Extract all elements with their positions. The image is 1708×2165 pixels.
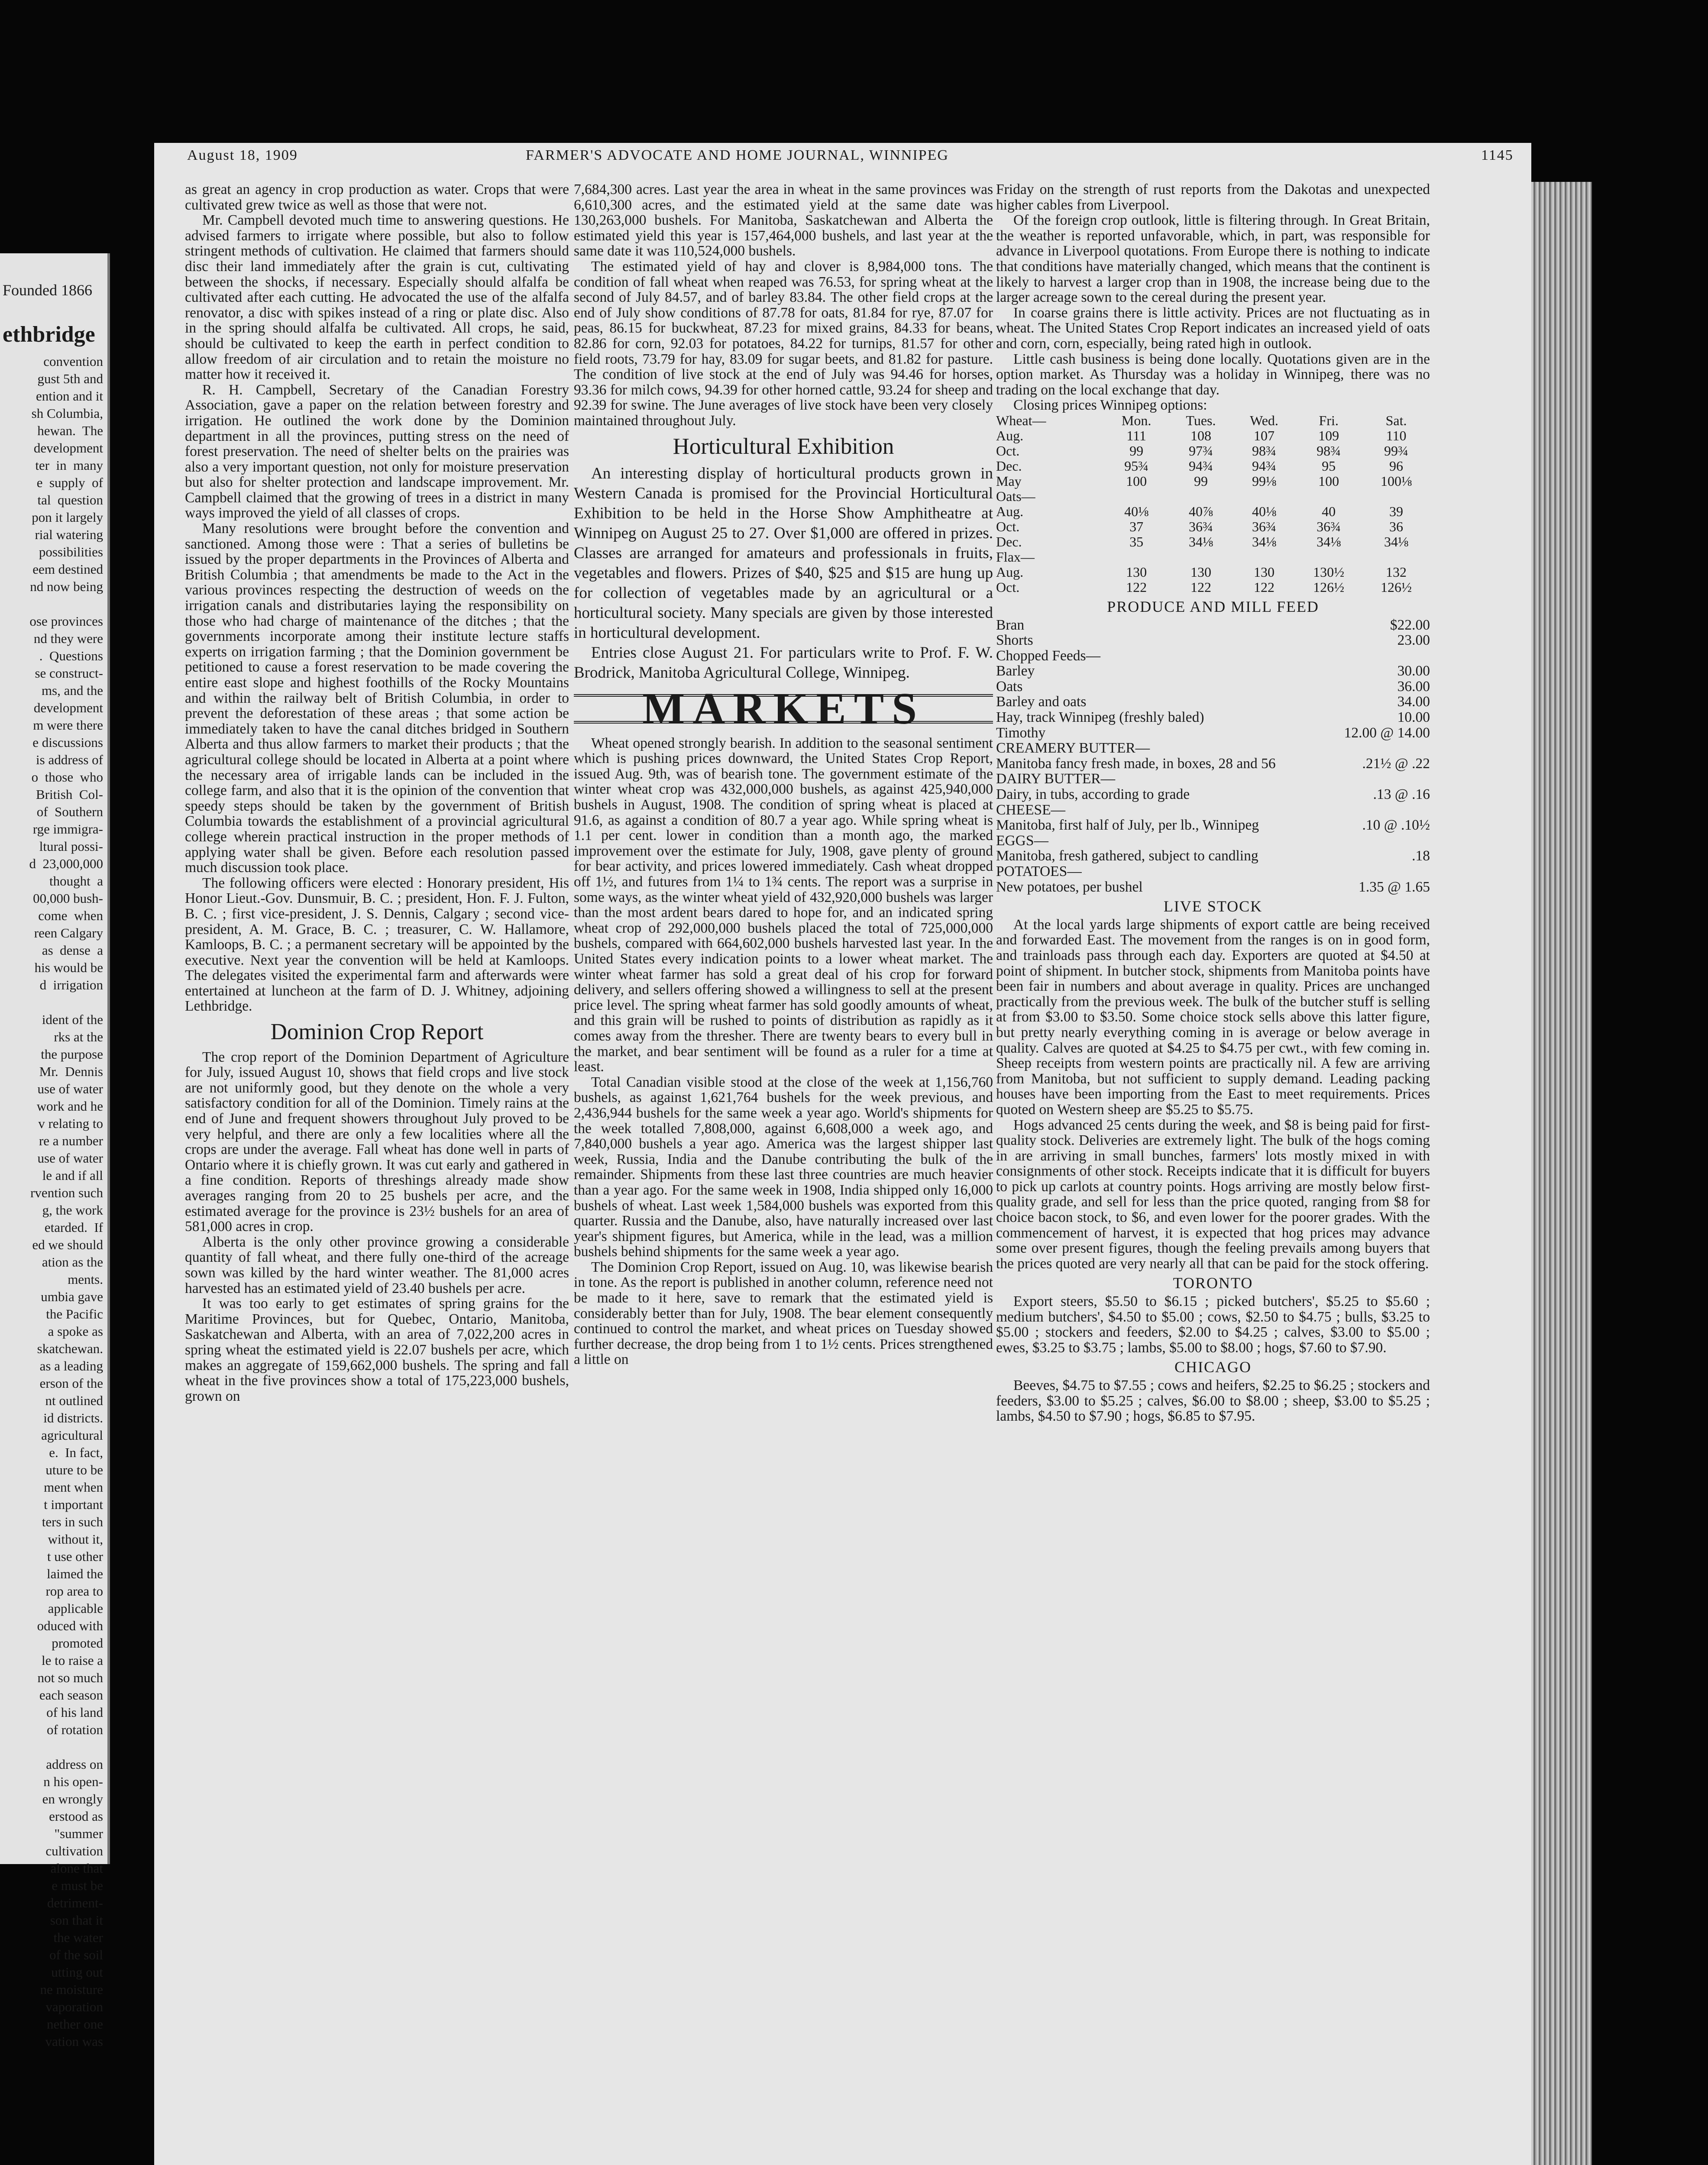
column-2 bbox=[574, 182, 993, 2165]
produce-price-list bbox=[996, 617, 1430, 895]
paragraph: Many resolutions were brought before the convention and sanctioned. Among those were : That a series of bulletins be issued by the proper departments in the Provinces of Alberta and British Columbia ; that amendments be made to the Act in the various provinces respecting the destruction of weeds on the irrigation canals and distributaries laying the responsibility on those who had charge of maintenance of the ditches ; that the governments incorporate among their institute lecture staffs experts on irrigation farming ; that the Dominion government be petitioned to cause a forest reservation to be made covering the entire east slope and highest foothills of the Rocky Mountains and within the railway belt of British Columbia, in order to prevent the deforestation of these areas ; that some action be immediately taken to have the canal ditches bridged in Southern Alberta and thus allow farmers to market their products ; that the agricultural college should be located in Alberta at a point where the necessary area of irrigable lands can be included in the college farm, and also that it is the opinion of the convention that speedy steps should be taken by the government of British Columbia towards the establishment of a provincial agricultural college wherein practical instruction in the proper methods of applying water shall be given. Before each resolution passed much discussion took place. bbox=[185, 520, 569, 876]
facing-page-line: en wrongly bbox=[42, 1791, 103, 1806]
options-cell: 109 bbox=[1318, 427, 1339, 443]
facing-page-line: ne moisture bbox=[40, 1982, 103, 1997]
facing-page-line: his would be bbox=[34, 960, 103, 975]
price-row bbox=[996, 617, 1430, 633]
facing-page-line: not so much bbox=[37, 1670, 103, 1685]
facing-page-line: erstood as bbox=[49, 1809, 103, 1824]
facing-page-line: of his land bbox=[46, 1705, 103, 1720]
facing-page-line: detriment- bbox=[47, 1895, 103, 1910]
options-header-cell: Wed. bbox=[1250, 412, 1278, 428]
paragraph: as great an agency in crop production as water. Crops that were cultivated grew twice as well as those that were not. bbox=[185, 181, 569, 213]
facing-page-line: development bbox=[33, 440, 103, 456]
price-row bbox=[996, 848, 1430, 864]
options-row bbox=[996, 534, 1430, 549]
paragraph: In coarse grains there is little activity. Prices are not fluctuating as in wheat. The United States Crop Report indicates an increased yield of oats and corn, corn, especially, being rated high in outlook. bbox=[996, 304, 1430, 352]
options-cell: 108 bbox=[1190, 427, 1211, 443]
page-number: 1145 bbox=[1481, 147, 1514, 163]
options-cell: 39 bbox=[1389, 503, 1404, 519]
facing-page-line: laimed the bbox=[47, 1566, 103, 1581]
paragraph: Beeves, $4.75 to $7.55 ; cows and heifers, $2.25 to $6.25 ; stockers and feeders, $3.00 to $5.25 ; calves, $6.00 to $8.00 ; sheep, $3.00 to $5.25 ; lambs, $4.50 to $7.90 ; hogs, $6.85 to $7.95. bbox=[996, 1377, 1430, 1425]
paragraph: The following officers were elected : Honorary president, His Honor Lieut.-Gov. Dunsmuir, B. C. ; president, Hon. F. J. Fulton, B. C. ; first vice-president, J. S. Dennis, Calgary ; second vice-president, A. M. Grace, B. C. ; treasurer, C. W. Hallamore, Kamloops, B. C. ; a permanent secretary will be appointed by the executive. Next year the convention will be held at Kamloops. The delegates visited the experimental farm and afterwards were entertained at luncheon at the farm of D. J. Whitney, adjoining Lethbridge. bbox=[185, 875, 569, 1015]
facing-page-line: ters in such bbox=[42, 1514, 103, 1529]
price-value: .10 @ .10½ bbox=[1362, 817, 1430, 834]
options-cell: 97¾ bbox=[1188, 443, 1213, 459]
facing-page-line: applicable bbox=[48, 1601, 103, 1616]
running-date: August 18, 1909 bbox=[187, 147, 298, 163]
facing-page-line: of Southern bbox=[36, 804, 103, 819]
facing-page-line: nether one bbox=[47, 2016, 103, 2032]
price-item: Oats bbox=[996, 678, 1023, 695]
facing-page-line: ms, and the bbox=[41, 683, 103, 698]
facing-page-line: t use other bbox=[47, 1549, 103, 1564]
facing-page-line: o those who bbox=[31, 769, 103, 785]
facing-page-header: Founded 1866 bbox=[3, 281, 92, 299]
facing-page-line: e discussions bbox=[32, 735, 103, 750]
price-value: .21½ @ .22 bbox=[1362, 755, 1430, 772]
options-cell: 96 bbox=[1389, 458, 1404, 474]
options-cell: 95¾ bbox=[1124, 458, 1149, 474]
options-cell bbox=[1168, 549, 1233, 565]
options-cell: Oct. bbox=[996, 518, 1020, 534]
paragraph: Wheat opened strongly bearish. In addition to the seasonal sentiment which is pushing prices downward, the United States Crop Report, issued Aug. 9th, was of bearish tone. The government estimate of the winter wheat crop was 432,000,000 bushels, as against 425,940,000 bushels in August, 1908. The condition of spring wheat is placed at 91.6, as against a condition of 80.7 a year ago. While spring wheat is 1.1 per cent. lower in condition than a month ago, the marked improvement over the estimate for July, 1908, gave plenty of ground for bear activity, and prices lowered immediately. Cash wheat dropped off 1½, and futures from 1¼ to 1¾ cents. The report was a surprise in some ways, as the winter wheat yield of 432,920,000 bushels was larger than the most ardent bears dared to hope for, and an indicated spring wheat crop of 292,000,000 bushels placed the total of 725,000,000 bushels, compared with 664,602,000 bushels harvested last year. In the United States every indication points to a lower wheat market. The winter wheat farmer has sold a great deal of his crop for forward delivery, and sellers offering showed a willingness to sell at the present price level. The spring wheat farmer has sold goodly amounts of wheat, and this grain will be rushed to points of distribution as rapidly as it comes away from the thresher. There are twenty bears to every bull in the market, and bear sentiment will be found as a ruler for a time at least. bbox=[574, 735, 993, 1075]
facing-page-line: v relating to bbox=[38, 1116, 103, 1131]
options-cell: 130½ bbox=[1313, 564, 1345, 580]
options-cell: 130 bbox=[1253, 564, 1275, 580]
price-value: $22.00 bbox=[1390, 617, 1430, 633]
options-cell: 107 bbox=[1253, 427, 1275, 443]
options-cell bbox=[1233, 489, 1295, 504]
options-cell: Oats— bbox=[996, 488, 1035, 504]
options-cell: 130 bbox=[1126, 564, 1147, 580]
facing-page-line: British Col- bbox=[36, 787, 103, 802]
paragraph: An interesting display of horticultural products grown in Western Canada is promised for the Provincial Horticultural Exhibition to be held in the Horse Show Amphitheatre at Winnipeg on August 25 to 27. Over $1,000 are offered in prizes. Classes are arranged for amateurs and professionals in fruits, vegetables and flowers. Prizes of $40, $25 and $15 are hung up for collection of vegetables made by an agricultural or a horticultural society. Many specials are given by those interested in horticultural development. bbox=[574, 465, 993, 642]
section-heading: CHICAGO bbox=[1174, 1358, 1252, 1376]
facing-page-line: development bbox=[33, 700, 103, 715]
facing-page-line: se construct- bbox=[35, 666, 103, 681]
options-cell: 98¾ bbox=[1252, 443, 1276, 459]
options-row bbox=[996, 504, 1430, 519]
facing-page-line: skatchewan. bbox=[37, 1341, 103, 1356]
options-cell: 99⅛ bbox=[1252, 473, 1276, 489]
price-item: CREAMERY BUTTER— bbox=[996, 740, 1150, 756]
facing-page-line: re a number bbox=[39, 1133, 103, 1148]
facing-page-line: use of water bbox=[37, 1150, 103, 1166]
price-row bbox=[996, 833, 1430, 849]
price-row bbox=[996, 818, 1430, 833]
options-row bbox=[996, 580, 1430, 595]
book-page-edges bbox=[1531, 182, 1592, 2165]
options-cell: Aug. bbox=[996, 427, 1024, 443]
facing-page-line: umbia gave bbox=[41, 1289, 103, 1304]
price-item: Shorts bbox=[996, 632, 1033, 649]
options-price-table bbox=[996, 413, 1430, 595]
facing-page-line: nd they were bbox=[33, 631, 103, 646]
facing-page-line: erson of the bbox=[39, 1376, 103, 1391]
options-cell bbox=[1295, 549, 1362, 565]
price-row bbox=[996, 648, 1430, 664]
price-value: 12.00 @ 14.00 bbox=[1344, 724, 1430, 741]
closing-prices-label: Closing prices Winnipeg options: bbox=[1013, 397, 1207, 414]
options-cell: 36¾ bbox=[1188, 518, 1213, 534]
facing-page-line: d 23,000,000 bbox=[29, 856, 103, 871]
facing-page-line: e. In fact, bbox=[49, 1445, 103, 1460]
facing-page-line: vation was bbox=[45, 2034, 103, 2049]
facing-page-line: pon it largely bbox=[32, 510, 103, 525]
facing-page-line: of rotation bbox=[47, 1722, 103, 1737]
price-item: Manitoba, fresh gathered, subject to candling bbox=[996, 848, 1258, 864]
paragraph: The estimated yield of hay and clover is 8,984,000 tons. The condition of fall wheat when reaped was 76.53, for spring wheat at the second of July 84.57, and of barley 83.84. The other field crops at the end of July show conditions of 87.78 for oats, 81.84 for rye, 87.07 for peas, 86.15 for buckwheat, 87.23 for mixed grains, 84.33 for beans, 82.86 for corn, 92.03 for potatoes, 84.22 for turnips, 81.57 for other field roots, 73.79 for hay, 83.09 for sugar beets, and 81.82 for pasture. The condition of live stock at the end of July was 94.46 for horses, 93.36 for milch cows, 94.39 for other horned cattle, 93.24 for sheep and 92.39 for swine. The June averages of live stock have been very closely maintained throughout July. bbox=[574, 258, 993, 429]
options-cell: 40⅛ bbox=[1252, 503, 1276, 519]
options-cell: 100 bbox=[1318, 473, 1339, 489]
facing-page-line: t important bbox=[44, 1497, 103, 1512]
options-cell: Oct. bbox=[996, 443, 1020, 459]
facing-page-line: rge immigra- bbox=[32, 821, 103, 837]
price-value: 34.00 bbox=[1397, 694, 1430, 710]
price-value: 30.00 bbox=[1397, 663, 1430, 679]
options-row bbox=[996, 459, 1430, 474]
facing-page-line: without it, bbox=[48, 1532, 103, 1547]
options-header-cell: Tues. bbox=[1186, 412, 1216, 428]
price-item: DAIRY BUTTER— bbox=[996, 771, 1116, 787]
options-cell: 122 bbox=[1126, 579, 1147, 595]
paragraph: Export steers, $5.50 to $6.15 ; picked butchers', $5.25 to $5.60 ; medium butchers', $4.50 to $5.00 ; cows, $2.50 to $4.75 ; bulls, $3.25 to $5.00 ; stockers and feeders, $2.00 to $4.25 ; calves, $3.00 to $5.00 ; ewes, $3.25 to $3.75 ; lambs, $5.00 to $8.00 ; hogs, $7.60 to $7.90. bbox=[996, 1293, 1430, 1356]
options-header-cell: Sat. bbox=[1385, 412, 1407, 428]
price-item: New potatoes, per bushel bbox=[996, 879, 1143, 895]
facing-page-line: g, the work bbox=[42, 1202, 103, 1218]
options-cell: 37 bbox=[1129, 518, 1144, 534]
price-value: 1.35 @ 1.65 bbox=[1359, 879, 1430, 895]
price-item: Manitoba fancy fresh made, in boxes, 28 and 56 bbox=[996, 755, 1276, 772]
price-row bbox=[996, 787, 1430, 802]
facing-page-line: son that it bbox=[50, 1913, 103, 1928]
options-cell: Dec. bbox=[996, 533, 1022, 549]
options-cell: 100 bbox=[1126, 473, 1147, 489]
facing-page-line: d irrigation bbox=[39, 977, 103, 992]
facing-page-line: as dense a bbox=[42, 943, 103, 958]
section-heading: Dominion Crop Report bbox=[270, 1019, 484, 1045]
options-cell: 99¾ bbox=[1384, 443, 1409, 459]
options-row bbox=[996, 519, 1430, 534]
facing-page-line: cultivation bbox=[45, 1843, 103, 1858]
options-header-cell: Fri. bbox=[1319, 412, 1339, 428]
options-cell: 34⅛ bbox=[1252, 533, 1276, 549]
price-row bbox=[996, 740, 1430, 756]
section-heading: LIVE STOCK bbox=[1163, 898, 1263, 915]
price-value: 23.00 bbox=[1397, 632, 1430, 649]
price-item: Timothy bbox=[996, 724, 1046, 741]
facing-page-line: m were there bbox=[33, 717, 103, 733]
paragraph: The crop report of the Dominion Department of Agriculture for July, issued August 10, shows that field crops and live stock are not uniformly good, but they denote on the whole a very satisfactory condition for all of the Dominion. Timely rains at the end of June and frequent showers throughout July proved to be very helpful, and there are only a few localities where all the crops are under the average. Fall wheat has done well in parts of Ontario where it is chiefly grown. It was cut early and gathered in a fine condition. Reports of threshings already made show averages ranging from 20 to 25 bushels per acre, and the estimated average for the province is 23½ bushels for an area of 581,000 acres in crop. bbox=[185, 1049, 569, 1235]
price-row bbox=[996, 879, 1430, 895]
options-row bbox=[996, 428, 1430, 443]
facing-page-line: nd now being bbox=[30, 579, 103, 594]
price-row bbox=[996, 679, 1430, 695]
facing-page-line: 00,000 bush- bbox=[33, 891, 103, 906]
options-cell: 36¾ bbox=[1317, 518, 1341, 534]
price-value: 10.00 bbox=[1397, 709, 1430, 726]
options-cell bbox=[1295, 489, 1362, 504]
options-cell: 126½ bbox=[1313, 579, 1345, 595]
paragraph: The Dominion Crop Report, issued on Aug. 10, was likewise bearish in tone. As the report is published in another column, reference need not be made to it here, save to remark that the estimated yield is considerably better than for July, 1908. The bear element consequently continued to control the market, and wheat prices on Tuesday showed further decrease, the drop being from 1 to 1½ cents. Prices strengthened a little on bbox=[574, 1259, 993, 1368]
paragraph: Of the foreign crop outlook, little is filtering through. In Great Britain, the weather is reported unfavorable, which, in part, was responsible for advance in Liverpool quotations. From Europe there is nothing to indicate that conditions have materially changed, which means that the continent is likely to harvest a larger crop than in 1908, the increase being due to the larger acreage sown to the cereal during the present year. bbox=[996, 212, 1430, 306]
options-cell bbox=[1233, 549, 1295, 565]
options-cell bbox=[1104, 549, 1168, 565]
options-cell: 110 bbox=[1386, 427, 1407, 443]
options-cell bbox=[1362, 549, 1430, 565]
facing-page-line: tal question bbox=[37, 492, 103, 507]
price-row bbox=[996, 802, 1430, 818]
paragraph: R. H. Campbell, Secretary of the Canadian Forestry Association, gave a paper on the relation between forestry and irrigation. He outlined the work done by the Dominion department in all the provinces, putting stress on the need of forest preservation. The need of shelter belts on the prairies was also a very important question, not only for moisture preservation but also for shelter protection and landscape improvement. Mr. Campbell claimed that the growing of trees in a district in many ways improved the yield of all classes of crops. bbox=[185, 381, 569, 521]
facing-page-text-fragments bbox=[0, 353, 103, 2050]
facing-page-line bbox=[0, 994, 103, 1011]
options-cell: 40⅞ bbox=[1188, 503, 1213, 519]
facing-page-line: the water bbox=[53, 1930, 103, 1945]
price-value: 36.00 bbox=[1397, 678, 1430, 695]
facing-page-line: work and he bbox=[36, 1099, 103, 1114]
facing-page-line bbox=[0, 595, 103, 613]
facing-page-line: promoted bbox=[52, 1635, 103, 1651]
price-item: Bran bbox=[996, 617, 1025, 633]
options-cell: 111 bbox=[1126, 427, 1146, 443]
facing-page-line: convention bbox=[43, 354, 103, 369]
facing-page-line: rvention such bbox=[30, 1185, 103, 1200]
paragraph: Entries close August 21. For particulars write to Prof. F. W. Brodrick, Manitoba Agricultural College, Winnipeg. bbox=[574, 644, 993, 682]
section-heading: PRODUCE AND MILL FEED bbox=[1107, 598, 1319, 615]
price-row bbox=[996, 756, 1430, 772]
options-cell: 100⅛ bbox=[1381, 473, 1412, 489]
facing-page-line: rial watering bbox=[35, 527, 103, 542]
markets-banner: MARKETS bbox=[574, 694, 993, 724]
options-cell: Aug. bbox=[996, 564, 1024, 580]
price-item: Manitoba, first half of July, per lb., Winnipeg bbox=[996, 817, 1259, 834]
options-cell bbox=[1362, 489, 1430, 504]
options-cell: 95 bbox=[1322, 458, 1336, 474]
options-cell: 35 bbox=[1129, 533, 1144, 549]
facing-page-line: "summer bbox=[54, 1826, 103, 1841]
options-row bbox=[996, 443, 1430, 459]
options-cell: Oct. bbox=[996, 579, 1020, 595]
facing-page-line: n his open- bbox=[43, 1774, 103, 1789]
options-cell: 99 bbox=[1194, 473, 1208, 489]
options-cell: 122 bbox=[1190, 579, 1211, 595]
options-cell: 34⅛ bbox=[1188, 533, 1213, 549]
running-title: FARMER'S ADVOCATE AND HOME JOURNAL, WINNIPEG bbox=[526, 147, 949, 163]
column-3 bbox=[996, 182, 1430, 2165]
price-value: .18 bbox=[1412, 848, 1430, 864]
facing-page-line: thought a bbox=[49, 873, 103, 889]
paragraph: 7,684,300 acres. Last year the area in wheat in the same provinces was 6,610,300 acres, and the estimated yield at the same date was 130,263,000 bushels. For Manitoba, Saskatchewan and Alberta the estimated yield this year is 157,464,000 bushels, and last year at the same date it was 110,524,000 bushels. bbox=[574, 181, 993, 259]
facing-page-line: agricultural bbox=[41, 1428, 103, 1443]
options-row bbox=[996, 565, 1430, 580]
price-value: .13 @ .16 bbox=[1373, 786, 1430, 803]
options-row bbox=[996, 474, 1430, 489]
price-item: CHEESE— bbox=[996, 801, 1066, 818]
facing-page-line: ose provinces bbox=[29, 614, 103, 629]
options-cell: 99 bbox=[1129, 443, 1144, 459]
section-heading: Horticultural Exhibition bbox=[673, 433, 894, 459]
facing-page-line: ltural possi- bbox=[39, 839, 103, 854]
facing-page-line: ation as the bbox=[42, 1254, 103, 1270]
price-row bbox=[996, 771, 1430, 787]
options-row bbox=[996, 489, 1430, 504]
facing-page-line: reen Calgary bbox=[34, 925, 103, 940]
price-row bbox=[996, 633, 1430, 648]
facing-page-line: . Questions bbox=[39, 648, 103, 663]
facing-page-line: le and if all bbox=[42, 1168, 103, 1183]
price-item: Dairy, in tubs, according to grade bbox=[996, 786, 1190, 803]
options-cell: Flax— bbox=[996, 549, 1035, 565]
facing-page-line: ments. bbox=[68, 1272, 103, 1287]
facing-page-line: uture to be bbox=[45, 1462, 103, 1477]
paragraph: At the local yards large shipments of export cattle are being received and forwarded East. The movement from the ranges is on in good form, and trainloads pass through each day. Exporters are quoted at $4.50 at point of shipment. In butcher stock, shipments from Manitoba points have been fair in numbers and about average in quality. Prices are unchanged practically from the previous week. The bulk of the butcher stuff is selling at from $3.00 to $3.50. Some choice stock sells above this latter figure, but pretty nearly everything coming in is average or below average in quality. Calves are quoted at $4.25 to $4.75 per cwt., with few coming in. Sheep receipts from western points are practically nil. A few are arriving from Manitoba, but not sufficient to supply demand. Leading packing houses have been importing from the East to meet requirements. Prices quoted on Western sheep are $5.25 to $5.75. bbox=[996, 916, 1430, 1118]
facing-page-line: vaporation bbox=[45, 1999, 103, 2014]
column-1 bbox=[185, 182, 569, 2165]
facing-page-line: alone that bbox=[50, 1861, 103, 1876]
facing-page-line: use of water bbox=[37, 1081, 103, 1096]
facing-page-line: the purpose bbox=[41, 1047, 103, 1062]
facing-page-line: ter in many bbox=[35, 458, 103, 473]
options-cell: 94¾ bbox=[1252, 458, 1276, 474]
price-row bbox=[996, 710, 1430, 725]
options-cell bbox=[1104, 489, 1168, 504]
paragraph: Mr. Campbell devoted much time to answering questions. He advised farmers to irrigate where possible, but also to follow stringent methods of cultivation. He claimed that farmers should disc their land immediately after the grain is cut, cultivating between the shocks, if necessary. Especially should alfalfa be cultivated after each cutting. He advocated the use of the alfalfa renovator, a disc with spikes instead of a ring or plate disc. Also in the spring should alfalfa be cultivated. All crops, he said, should be cultivated to keep the earth in perfect condition to allow freedom of air circulation and to retain the moisture no matter how it received it. bbox=[185, 212, 569, 383]
facing-page-line: utting out bbox=[51, 1965, 103, 1980]
facing-page-line: gust 5th and bbox=[37, 371, 103, 386]
options-cell: 40 bbox=[1322, 503, 1336, 519]
options-header-cell: Wheat— bbox=[996, 412, 1046, 428]
facing-page-line: possibilities bbox=[39, 544, 103, 559]
section-heading: TORONTO bbox=[1173, 1274, 1253, 1292]
facing-page-line: e supply of bbox=[36, 475, 103, 490]
options-cell: Dec. bbox=[996, 458, 1022, 474]
facing-page-line: eem destined bbox=[32, 562, 103, 577]
facing-page-line: Mr. Dennis bbox=[39, 1064, 103, 1079]
price-item: Hay, track Winnipeg (freshly baled) bbox=[996, 709, 1204, 726]
facing-page-line: address on bbox=[46, 1757, 103, 1772]
facing-page-line: come when bbox=[38, 908, 103, 923]
facing-page-line: ed we should bbox=[32, 1237, 103, 1252]
price-item: Chopped Feeds— bbox=[996, 647, 1100, 664]
paragraph: Little cash business is being done locally. Quotations given are in the option market. As Thursday was a holiday in Winnipeg, there was no trading on the local exchange that day. bbox=[996, 351, 1430, 398]
options-cell: Aug. bbox=[996, 503, 1024, 519]
price-row bbox=[996, 694, 1430, 710]
price-row bbox=[996, 725, 1430, 741]
price-item: POTATOES— bbox=[996, 863, 1082, 879]
facing-page-line: as a leading bbox=[39, 1358, 103, 1373]
options-cell: May bbox=[996, 473, 1022, 489]
paragraph: Total Canadian visible stood at the close of the week at 1,156,760 bushels, as against 1,621,764 bushels for the week previous, and 2,436,944 bushels for the same week a year ago. World's shipments for the week totalled 7,808,000, against 6,608,000 a week ago, and 7,840,000 bushels a year ago. America was the largest shipper last week, Russia, India and the Danube contributing the bulk of the remainder. Shipments from these last three countries are much heavier than a year ago. For the same week in 1908, India shipped only 16,000 bushels of wheat. Last week 1,584,000 bushels was exported from this quarter. Russia and the Danube, also, have naturally increased over last year's shipment figures, but America, while in the lead, was a million bushels behind shipments for the same week a year ago. bbox=[574, 1074, 993, 1260]
options-cell: 98¾ bbox=[1317, 443, 1341, 459]
facing-page-line: id districts. bbox=[43, 1410, 103, 1425]
facing-page-fragment bbox=[0, 253, 110, 2049]
facing-page-line: e must be bbox=[52, 1878, 103, 1893]
facing-page-line: ident of the bbox=[42, 1012, 103, 1027]
facing-page-line: a spoke as bbox=[48, 1324, 103, 1339]
price-row bbox=[996, 663, 1430, 679]
options-cell: 34⅛ bbox=[1317, 533, 1341, 549]
facing-page-line: hewan. The bbox=[37, 423, 103, 438]
facing-page-line: ention and it bbox=[36, 388, 103, 404]
options-cell: 36 bbox=[1389, 518, 1404, 534]
options-cell: 130 bbox=[1190, 564, 1211, 580]
price-item: Barley and oats bbox=[996, 694, 1087, 710]
facing-page-line: oduced with bbox=[37, 1618, 103, 1633]
paragraph: Alberta is the only other province growing a considerable quantity of fall wheat, and there fully one-third of the acreage sown was killed by the hard winter weather. The 81,000 acres harvested has an estimated yield of 23.40 bushels per acre. bbox=[185, 1234, 569, 1296]
facing-page-line: each season bbox=[39, 1687, 103, 1703]
facing-page-line: the Pacific bbox=[46, 1306, 103, 1322]
options-cell: 40⅛ bbox=[1124, 503, 1149, 519]
paragraph: Friday on the strength of rust reports from the Dakotas and unexpected higher cables from Liverpool. bbox=[996, 181, 1430, 213]
options-cell: 94¾ bbox=[1188, 458, 1213, 474]
options-cell: 132 bbox=[1386, 564, 1407, 580]
facing-page-line: is address of bbox=[36, 752, 103, 767]
facing-page-line: rks at the bbox=[54, 1029, 103, 1044]
facing-page-line: ment when bbox=[44, 1480, 103, 1495]
price-item: Barley bbox=[996, 663, 1035, 679]
options-cell: 36¾ bbox=[1252, 518, 1276, 534]
facing-page-line: sh Columbia, bbox=[31, 406, 103, 421]
options-cell: 34⅛ bbox=[1384, 533, 1409, 549]
facing-page-line: rop area to bbox=[45, 1583, 103, 1599]
facing-page-line: nt outlined bbox=[45, 1393, 103, 1408]
facing-page-line: etarded. If bbox=[44, 1220, 103, 1235]
facing-page-line bbox=[0, 1738, 103, 1756]
facing-page-title: ethbridge bbox=[3, 322, 95, 347]
options-cell: 122 bbox=[1253, 579, 1275, 595]
options-header-cell: Mon. bbox=[1121, 412, 1152, 428]
price-item: EGGS— bbox=[996, 832, 1048, 849]
paragraph: Hogs advanced 25 cents during the week, and $8 is being paid for first-quality stock. Deliveries are extremely light. The bulk of the hogs coming in are arriving in small bunches, farmers' lots mostly mixed in with consignments of other stock. Receipts indicate that it is difficult for buyers to pick up carlots at country points. Hogs arriving are mostly below first-quality grade, and sell for less than the price quoted, ranging from $8 for choice bacon stock, to $6, and even lower for the poorer grades. With the commencement of harvest, it is expected that hog prices may advance some over present figures, though the feeling prevails among buyers that the prices quoted are very nearly all that can be paid for the stock offering. bbox=[996, 1117, 1430, 1272]
facing-page-line: of the soil bbox=[49, 1947, 103, 1962]
paragraph: It was too early to get estimates of spring grains for the Maritime Provinces, but for Quebec, Ontario, Manitoba, Saskatchewan and Alberta, with an area of 7,022,200 acres in spring wheat the estimated yield is 22.07 bushels per acre, which makes an aggregate of 159,662,000 bushels. The spring and fall wheat in the five provinces show a total of 175,223,000 bushels, grown on bbox=[185, 1296, 569, 1404]
price-row bbox=[996, 864, 1430, 879]
facing-page-line: le to raise a bbox=[41, 1653, 103, 1668]
options-row bbox=[996, 549, 1430, 565]
options-cell: 126½ bbox=[1381, 579, 1412, 595]
options-cell bbox=[1168, 489, 1233, 504]
